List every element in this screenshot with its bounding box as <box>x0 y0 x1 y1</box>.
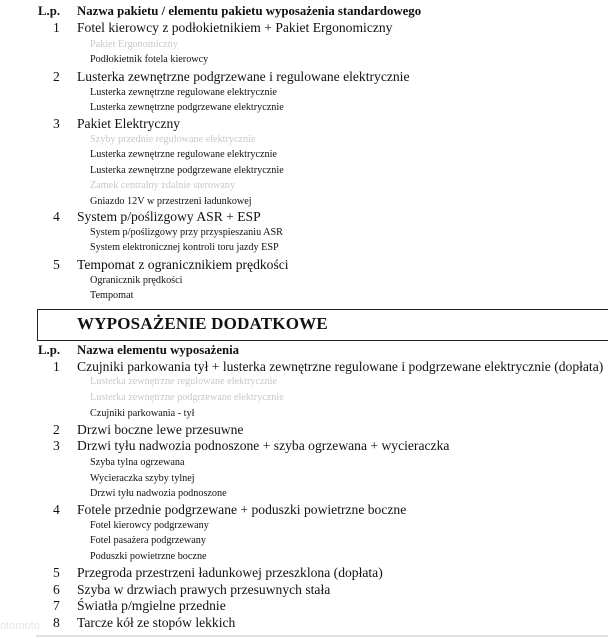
bottom-divider <box>36 635 608 637</box>
item-number: 1 <box>53 359 60 374</box>
lp-header: L.p. <box>38 343 61 357</box>
item-number: 5 <box>53 257 60 272</box>
sub-item: Wycieraczka szyby tylnej <box>90 473 195 484</box>
item-label: Pakiet Elektryczny <box>77 116 181 131</box>
item-number: 2 <box>53 69 60 84</box>
sub-item: Lusterka zewnętrzne podgrzewane elektrycznie <box>90 165 284 176</box>
sub-item-greyed: Pakiet Ergonomiczny <box>90 39 178 50</box>
standard-name-header: Nazwa pakietu / elementu pakietu wyposażenia standardowego <box>77 4 422 18</box>
item-label: Przegroda przestrzeni ładunkowej przeszklona (dopłata) <box>77 565 383 580</box>
sub-item: System p/poślizgowy przy przyspieszaniu ASR <box>90 227 283 238</box>
sub-item: Tempomat <box>90 290 134 301</box>
additional-name-header: Nazwa elementu wyposażenia <box>77 343 240 357</box>
sub-item: Drzwi tyłu nadwozia podnoszone <box>90 488 227 499</box>
item-number: 3 <box>53 438 60 453</box>
item-number: 1 <box>53 20 60 35</box>
item-number: 5 <box>53 565 60 580</box>
sub-item: Poduszki powietrzne boczne <box>90 551 207 562</box>
item-number: 2 <box>53 422 60 437</box>
item-number: 3 <box>53 116 60 131</box>
sub-item-greyed: Zamek centralny zdalnie sterowany <box>90 180 236 191</box>
sub-item: Lusterka zewnętrzne regulowane elektrycznie <box>90 149 277 160</box>
item-label: Lusterka zewnętrzne podgrzewane i regulowane elektrycznie <box>77 69 410 84</box>
sub-item: System elektronicznej kontroli toru jazdy ESP <box>90 242 279 253</box>
item-number: 4 <box>53 502 60 517</box>
item-number: 6 <box>53 582 60 597</box>
sub-item-greyed: Szyby przednie regulowane elektrycznie <box>90 134 256 145</box>
lp-header: L.p. <box>38 4 61 18</box>
sub-item: Fotel pasażera podgrzewany <box>90 535 206 546</box>
item-number: 8 <box>53 615 60 630</box>
sub-item: Szyba tylna ogrzewana <box>90 457 185 468</box>
sub-item: Podłokietnik fotela kierowcy <box>90 54 209 65</box>
item-label: Czujniki parkowania tył + lusterka zewnętrzne regulowane i podgrzewane elektrycznie (dopłata) <box>77 359 604 374</box>
item-label: Szyba w drzwiach prawych przesuwnych stała <box>77 582 331 597</box>
item-number: 7 <box>53 598 60 613</box>
item-label: Światła p/mgielne przednie <box>77 598 226 613</box>
item-label: Drzwi tyłu nadwozia podnoszone + szyba ogrzewana + wycieraczka <box>77 438 450 453</box>
sub-item: Lusterka zewnętrzne podgrzewane elektrycznie <box>90 102 284 113</box>
sub-item: Lusterka zewnętrzne regulowane elektrycznie <box>90 87 277 98</box>
item-label: System p/poślizgowy ASR + ESP <box>77 209 261 224</box>
sub-item: Fotel kierowcy podgrzewany <box>90 520 209 531</box>
item-label: Tempomat z ogranicznikiem prędkości <box>77 257 289 272</box>
item-label: Fotel kierowcy z podłokietnikiem + Pakiet Ergonomiczny <box>77 20 393 35</box>
item-label: Drzwi boczne lewe przesuwne <box>77 422 244 437</box>
watermark: otomoto <box>0 620 40 632</box>
sub-item: Gniazdo 12V w przestrzeni ładunkowej <box>90 196 252 207</box>
item-label: Fotele przednie podgrzewane + poduszki powietrzne boczne <box>77 502 407 517</box>
sub-item-greyed: Lusterka zewnętrzne regulowane elektrycznie <box>90 376 277 387</box>
item-label: Tarcze kół ze stopów lekkich <box>77 615 236 630</box>
sub-item-greyed: Lusterka zewnętrzne podgrzewane elektrycznie <box>90 392 284 403</box>
sub-item: Ogranicznik prędkości <box>90 275 183 286</box>
sub-item: Czujniki parkowania - tył <box>90 408 195 419</box>
section-title: WYPOSAŻENIE DODATKOWE <box>77 314 328 333</box>
item-number: 4 <box>53 209 60 224</box>
